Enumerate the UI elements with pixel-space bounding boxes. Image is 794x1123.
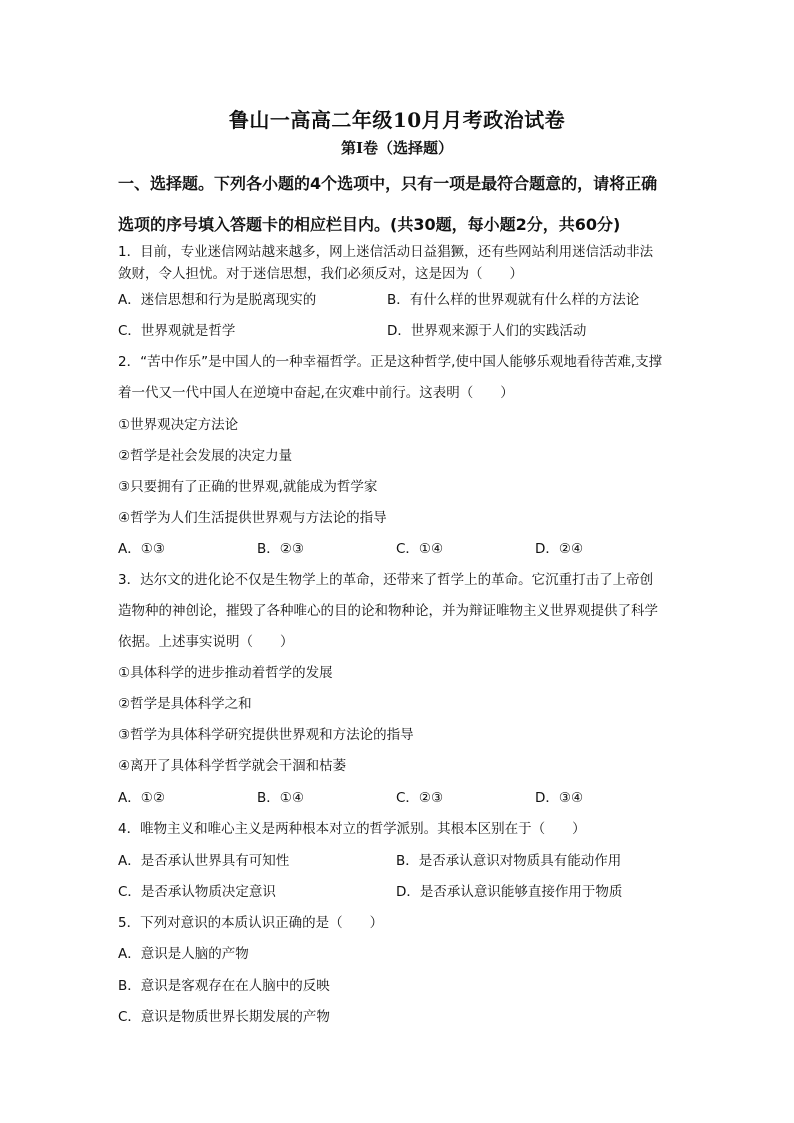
q4-stem-line-1: 4．唯物主义和唯心主义是两种根本对立的哲学派别。其根本区别在于（ ） [118, 821, 586, 837]
q2-statement-3: ③只要拥有了正确的世界观,就能成为哲学家 [118, 479, 378, 495]
q3-stem-line-1: 3．达尔文的进化论不仅是生物学上的革命，还带来了哲学上的革命。它沉重打击了上帝创 [118, 572, 654, 588]
q1-stem-line-2: 敛财，令人担忧。对于迷信思想，我们必须反对，这是因为（ ） [118, 266, 523, 282]
exam-subtitle: 第Ⅰ卷（选择题） [340, 139, 454, 157]
section-instruction-line-2: 选项的序号填入答题卡的相应栏目内。(共30题，每小题2分，共60分) [118, 215, 621, 234]
q2-option-d: D．②④ [535, 541, 584, 557]
q2-stem-line-1: 2．“苦中作乐”是中国人的一种幸福哲学。正是这种哲学,使中国人能够乐观地看待苦难,支撑 [118, 354, 663, 370]
q3-option-a: A．①② [118, 790, 165, 806]
q5-option-b: B．意识是客观存在在人脑中的反映 [118, 978, 330, 994]
q4-option-c: C．是否承认物质决定意识 [118, 884, 276, 900]
q1-option-b: B．有什么样的世界观就有什么样的方法论 [387, 292, 640, 308]
q2-option-b: B．②③ [257, 541, 304, 557]
q1-stem-line-1: 1．目前，专业迷信网站越来越多，网上迷信活动日益猖獗，还有些网站利用迷信活动非法 [118, 244, 654, 260]
section-instruction-line-1: 一、选择题。下列各小题的4个选项中，只有一项是最符合题意的，请将正确 [118, 174, 658, 193]
q1-option-d: D．世界观来源于人们的实践活动 [387, 323, 587, 339]
q3-option-c: C．②③ [396, 790, 444, 806]
q1-option-a: A．迷信思想和行为是脱离现实的 [118, 292, 317, 308]
q3-statement-4: ④离开了具体科学哲学就会干涸和枯萎 [118, 758, 347, 774]
q4-option-a: A．是否承认世界具有可知性 [118, 853, 290, 869]
q3-option-b: B．①④ [257, 790, 304, 806]
q2-statement-1: ①世界观决定方法论 [118, 417, 239, 433]
q1-option-c: C．世界观就是哲学 [118, 323, 236, 339]
exam-title: 鲁山一高高二年级10月月考政治试卷 [228, 108, 566, 132]
q3-option-d: D．③④ [535, 790, 584, 806]
q5-stem-line-1: 5．下列对意识的本质认识正确的是（ ） [118, 915, 384, 931]
q3-statement-3: ③哲学为具体科学研究提供世界观和方法论的指导 [118, 727, 414, 743]
q2-statement-2: ②哲学是社会发展的决定力量 [118, 448, 293, 464]
q4-option-b: B．是否承认意识对物质具有能动作用 [396, 853, 622, 869]
q3-statement-1: ①具体科学的进步推动着哲学的发展 [118, 665, 333, 681]
q3-stem-line-2: 造物种的神创论，摧毁了各种唯心的目的论和物种论，并为辩证唯物主义世界观提供了科学 [118, 603, 658, 619]
q2-option-a: A．①③ [118, 541, 165, 557]
q2-option-c: C．①④ [396, 541, 444, 557]
q3-stem-line-3: 依据。上述事实说明（ ） [118, 634, 294, 650]
q4-option-d: D．是否承认意识能够直接作用于物质 [396, 884, 623, 900]
q5-option-c: C．意识是物质世界长期发展的产物 [118, 1009, 330, 1025]
q5-option-a: A．意识是人脑的产物 [118, 946, 249, 962]
q2-statement-4: ④哲学为人们生活提供世界观与方法论的指导 [118, 510, 387, 526]
q3-statement-2: ②哲学是具体科学之和 [118, 696, 252, 712]
q2-stem-line-2: 着一代又一代中国人在逆境中奋起,在灾难中前行。这表明（ ） [118, 385, 514, 401]
